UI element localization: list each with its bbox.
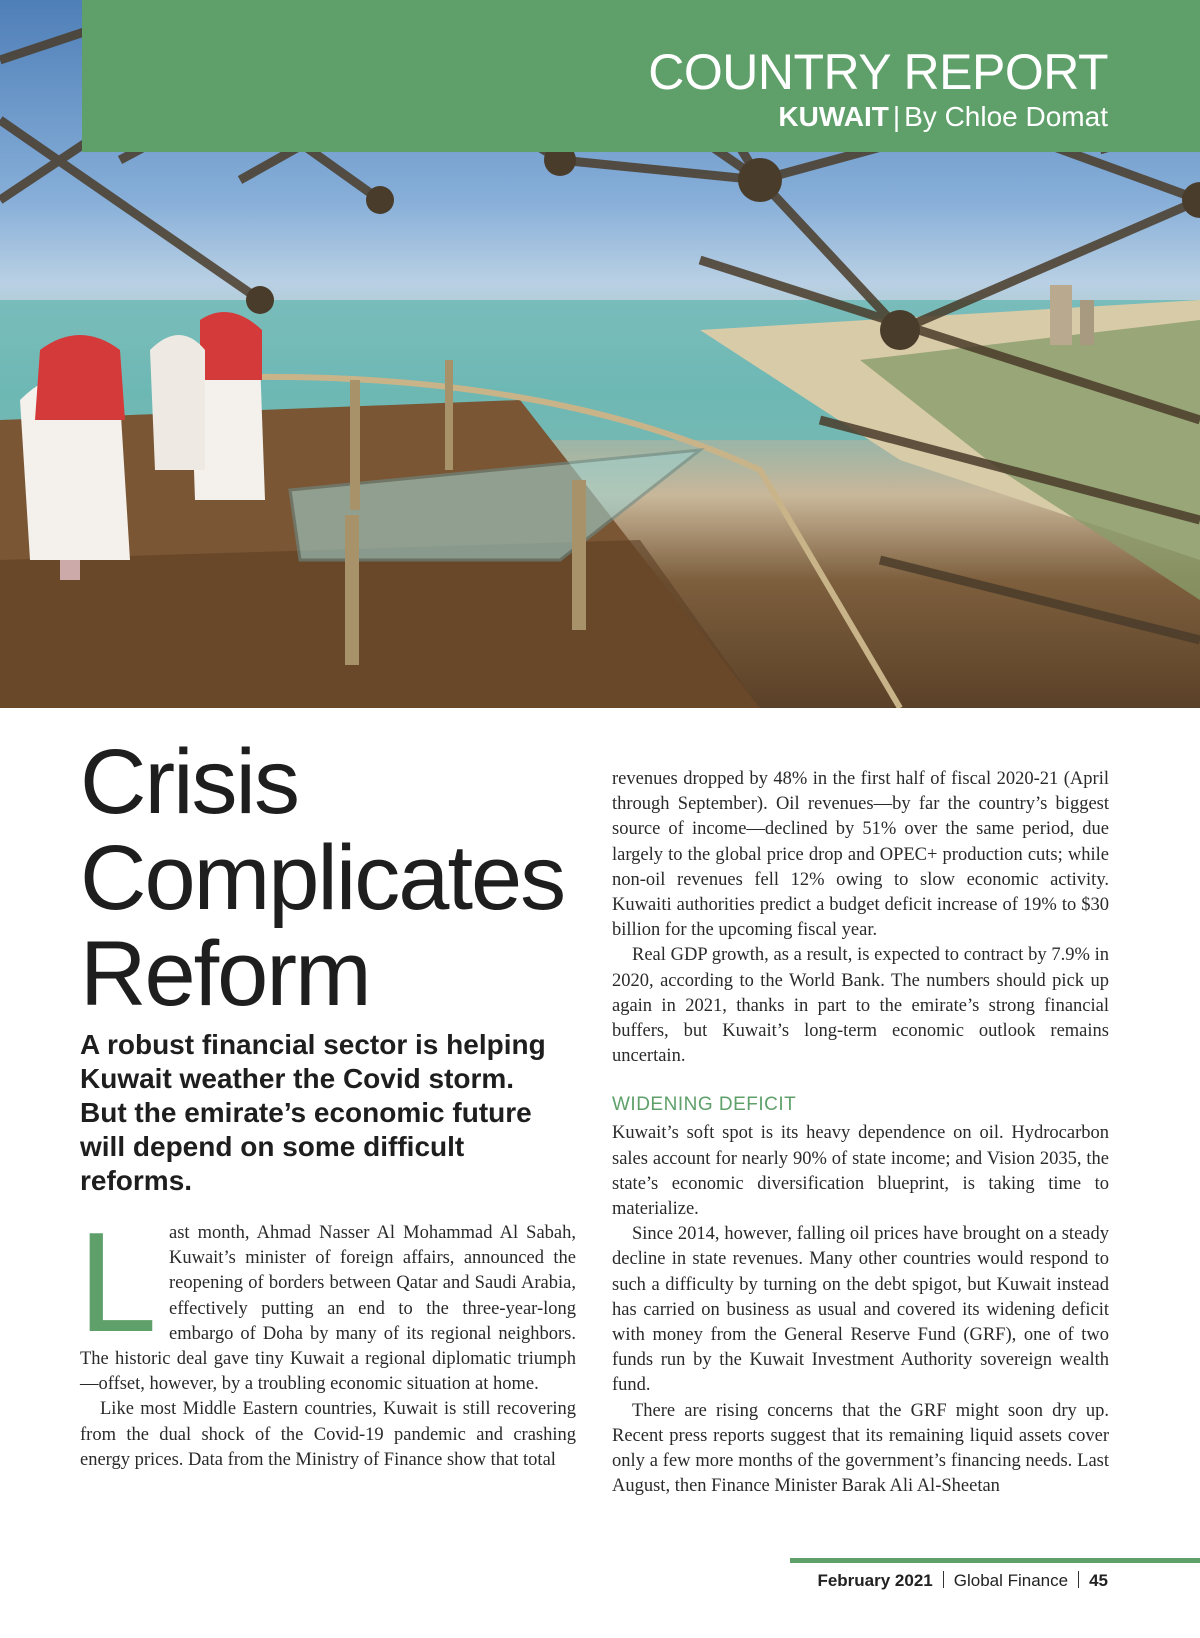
table-post xyxy=(345,515,359,665)
section-heading: WIDENING DEFICIT xyxy=(612,1094,797,1116)
post xyxy=(350,380,360,510)
page-number: 45 xyxy=(1089,1571,1108,1590)
body-column-left xyxy=(78,1203,576,1473)
body-paragraph xyxy=(78,1203,576,1397)
footer-rule xyxy=(790,1558,1200,1563)
hero-photo xyxy=(0,0,1200,708)
headline-line: Reform xyxy=(80,923,370,1025)
paragraph-text: ast month, Ahmad Nasser Al Mohammad Al Sabah, Kuwait’s minister of foreign affairs, announced the reopening of borders between Qatar and Saudi Arabia, effectively putting an end to the three-year-long embargo of Doha by many of its regional neighbors. The historic deal gave tiny Kuwait a regional diplomatic triumph—offset, however, by a troubling economic situation at home. xyxy=(80,1223,576,1395)
person xyxy=(150,335,205,470)
footer-divider xyxy=(943,1571,944,1588)
deck-subheading: A robust financial sector is helping Kuwait weather the Covid storm. But the emirate’s economic future will depend on some difficult reforms. xyxy=(80,1029,546,1196)
section-banner xyxy=(82,0,1200,152)
body-paragraph: There are rising concerns that the GRF might soon dry up. Recent press reports suggest that its remaining liquid assets cover only a few more months of the government’s financing needs. Last August, then Finance Minister Barak Ali Al-Sheetan xyxy=(612,1400,1109,1497)
issue-date: February 2021 xyxy=(817,1571,933,1590)
table-post xyxy=(572,480,586,630)
section-title: COUNTRY REPORT xyxy=(648,44,1108,100)
tower xyxy=(1080,300,1094,345)
author-name: By Chloe Domat xyxy=(904,101,1108,132)
byline xyxy=(778,100,1108,134)
body-paragraph: Since 2014, however, falling oil prices have brought on a steady decline in state revenues. Many other countries would respond to such a difficulty by turning on the debt spigot, but Kuwait instead has carried on business as usual and covered its widening deficit with money from the General Reserve Fund (GRF), one of two funds run by the Kuwait Investment Authority sovereign wealth fund. xyxy=(612,1224,1109,1396)
tower xyxy=(1050,285,1072,345)
headline-line: Complicates xyxy=(80,827,565,929)
body-paragraph: Like most Middle Eastern countries, Kuwait is still recovering from the dual shock of the Covid-19 pandemic and crashing energy prices. Data from the Ministry of Finance show that total xyxy=(80,1399,576,1470)
drop-cap: L xyxy=(78,1203,157,1362)
floor-shading xyxy=(0,540,760,708)
publication-name: Global Finance xyxy=(953,1571,1069,1590)
headline-line: Crisis xyxy=(80,731,298,833)
byline-separator: | xyxy=(892,101,901,132)
country-label: KUWAIT xyxy=(778,101,889,132)
body-paragraph: revenues dropped by 48% in the first half of fiscal 2020-21 (April through September). Oil revenues—by far the country’s biggest source of income—declined by 51% over the same period, due largely to the global price drop and OPEC+ production cuts; while non-oil revenues fell 12% owing to slow economic activity. Kuwaiti authorities predict a budget deficit increase of 19% to $30 billion for the upcoming fiscal year. xyxy=(612,769,1109,941)
post xyxy=(445,360,453,470)
page-footer xyxy=(817,1570,1108,1592)
headline xyxy=(80,731,565,1025)
body-paragraph: Kuwait’s soft spot is its heavy dependence on oil. Hydrocarbon sales account for nearly 90% of state income; and Vision 2035, the state’s economic diversification blueprint, is taking time to materialize. xyxy=(612,1123,1109,1220)
body-column-right xyxy=(612,767,1109,1499)
body-paragraph: Real GDP growth, as a result, is expected to contract by 7.9% in 2020, according to the World Bank. The numbers should pick up again in 2021, thanks in part to the emirate’s strong financial buffers, but Kuwait’s long-term economic outlook remains uncertain. xyxy=(612,945,1109,1067)
footer-divider xyxy=(1078,1571,1079,1588)
